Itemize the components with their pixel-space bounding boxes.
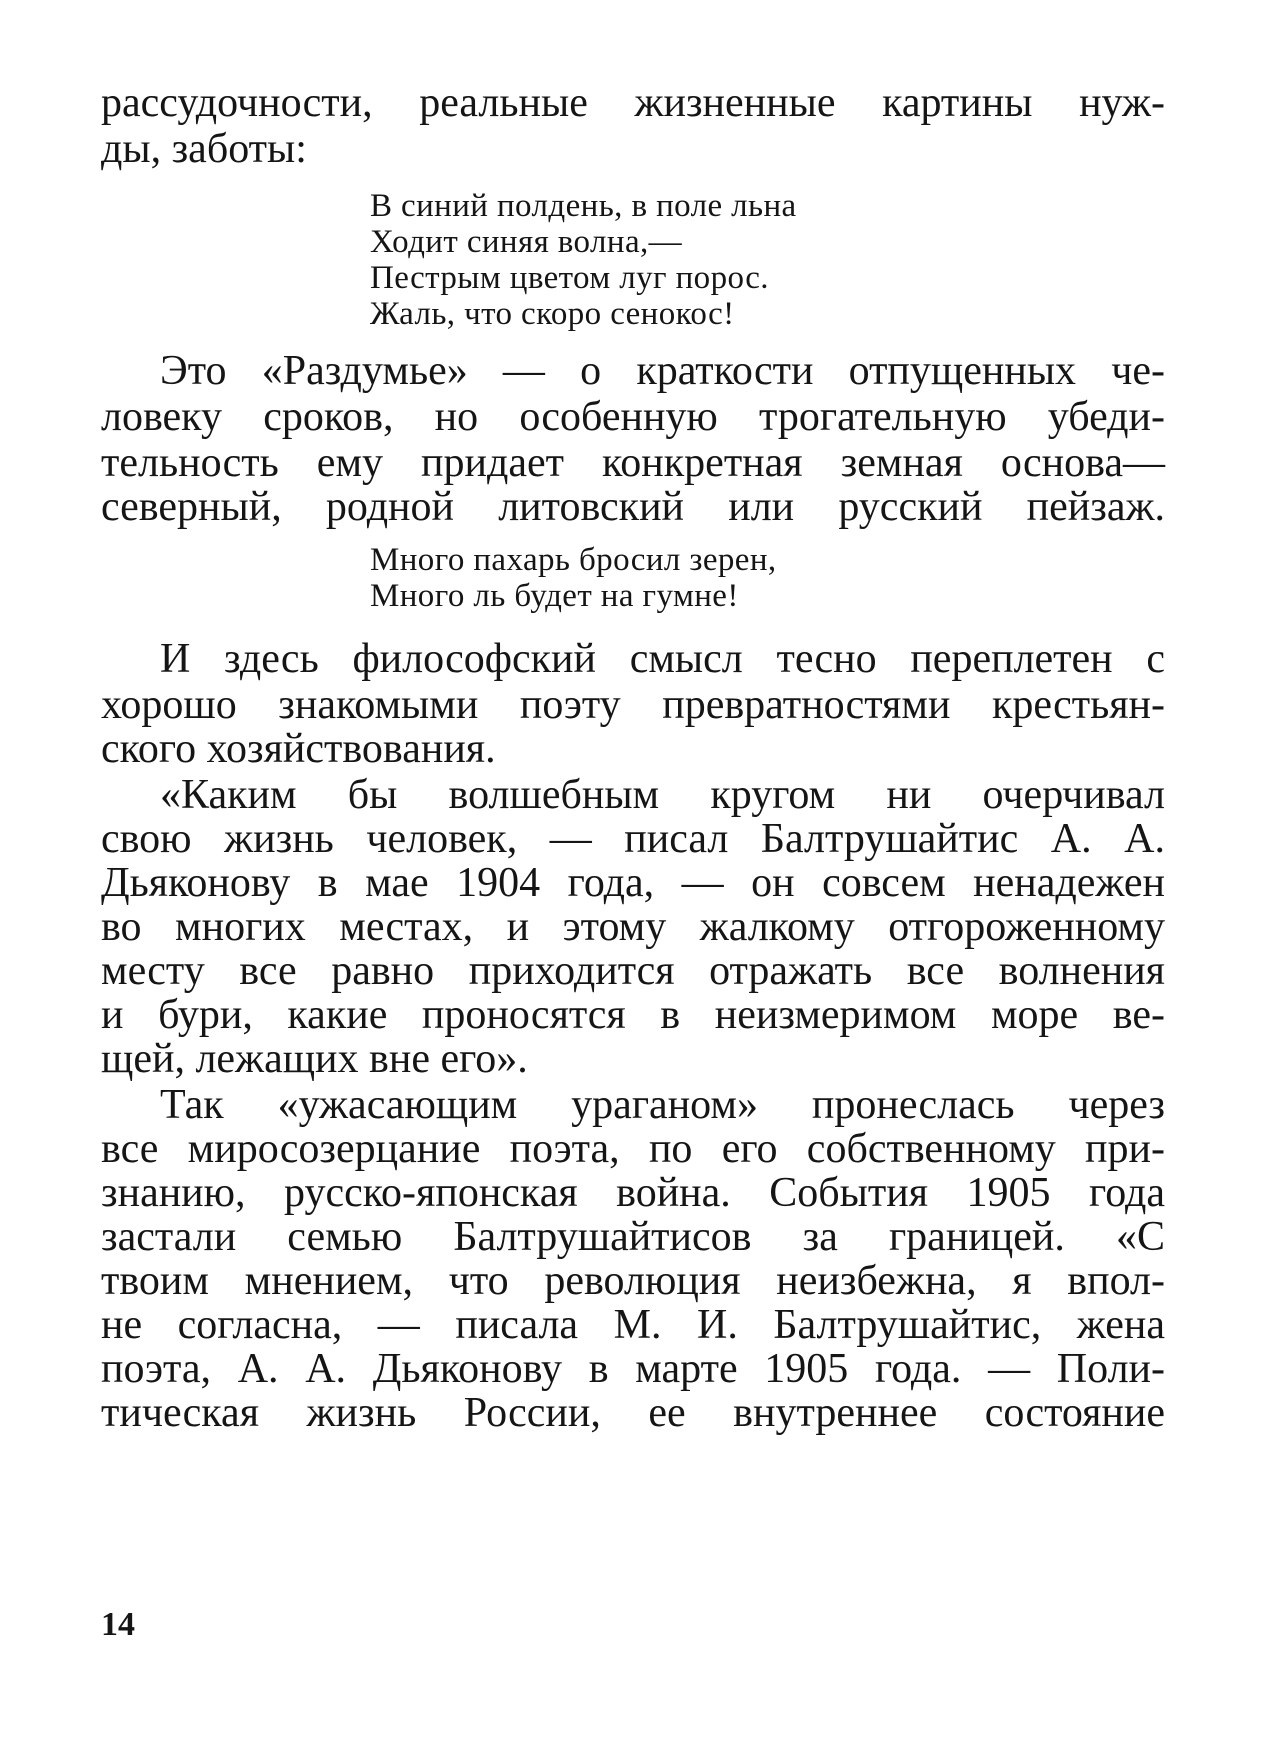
text-line: щей, лежащих вне его». bbox=[101, 1036, 528, 1082]
text-line: Это «Раздумье» — о краткости отпущенных че- bbox=[160, 348, 1165, 394]
text-line: месту все равно приходится отражать все волнения bbox=[101, 948, 1165, 994]
verse-line: Много пахарь бросил зерен, bbox=[370, 542, 777, 578]
text-line: и бури, какие проносятся в неизмеримом море ве- bbox=[101, 992, 1165, 1038]
verse-line: Жаль, что скоро сенокос! bbox=[370, 296, 735, 332]
page-number: 14 bbox=[101, 1606, 135, 1643]
text-line: рассудочности, реальные жизненные картины нуж- bbox=[101, 80, 1165, 126]
text-line: во многих местах, и этому жалкому отгороженному bbox=[101, 904, 1165, 950]
text-line: знанию, русско-японская война. События 1905 года bbox=[101, 1170, 1165, 1216]
text-line: Дьяконову в мае 1904 года, — он совсем ненадежен bbox=[101, 860, 1165, 906]
text-line: И здесь философский смысл тесно переплетен с bbox=[160, 636, 1165, 682]
verse-line: Ходит синяя волна,— bbox=[370, 224, 683, 260]
text-line: не согласна, — писала М. И. Балтрушайтис, жена bbox=[101, 1302, 1165, 1348]
text-line: Так «ужасающим ураганом» пронеслась через bbox=[160, 1082, 1165, 1128]
text-line: тическая жизнь России, ее внутреннее состояние bbox=[101, 1390, 1165, 1436]
text-line: поэта, А. А. Дьяконову в марте 1905 года. — Поли- bbox=[101, 1346, 1165, 1392]
verse-line: В синий полдень, в поле льна bbox=[370, 188, 797, 224]
text-line: тельность ему придает конкретная земная основа— bbox=[101, 440, 1165, 486]
text-line: хорошо знакомыми поэту превратностями крестьян- bbox=[101, 682, 1165, 728]
text-line: застали семью Балтрушайтисов за границей. «С bbox=[101, 1214, 1165, 1260]
verse-line: Пестрым цветом луг порос. bbox=[370, 260, 769, 296]
text-line: ловеку сроков, но особенную трогательную убеди- bbox=[101, 394, 1165, 440]
text-line: северный, родной литовский или русский пейзаж. bbox=[101, 484, 1165, 530]
verse-line: Много ль будет на гумне! bbox=[370, 578, 739, 614]
text-line: «Каким бы волшебным кругом ни очерчивал bbox=[160, 772, 1165, 818]
text-line: свою жизнь человек, — писал Балтрушайтис А. А. bbox=[101, 816, 1165, 862]
text-line: все миросозерцание поэта, по его собственному при- bbox=[101, 1126, 1165, 1172]
text-line: ды, заботы: bbox=[101, 126, 307, 172]
text-line: твоим мнением, что революция неизбежна, я впол- bbox=[101, 1258, 1165, 1304]
text-line: ского хозяйствования. bbox=[101, 726, 496, 772]
